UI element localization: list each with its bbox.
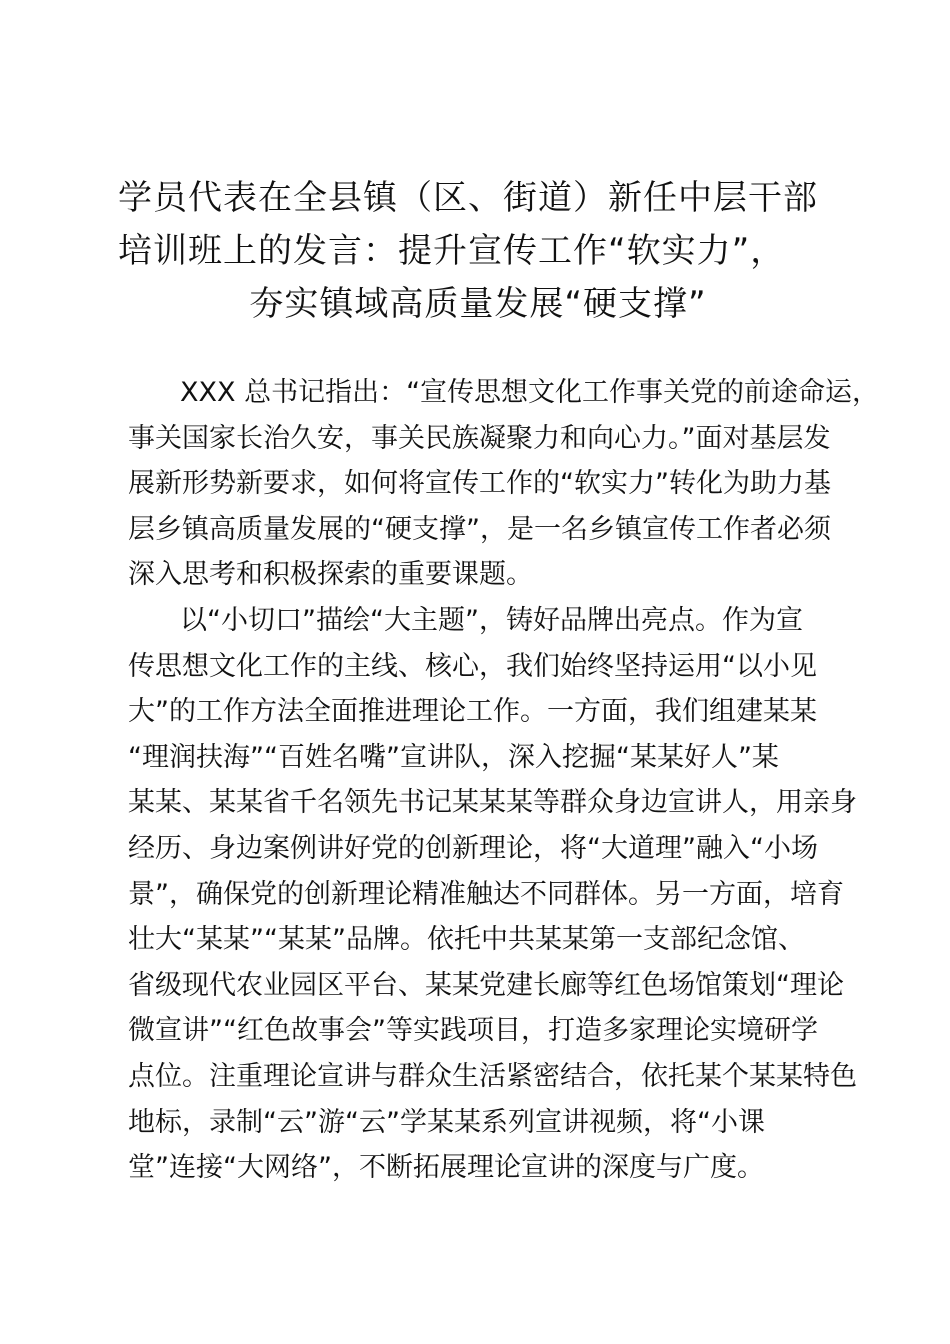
paragraph-line: 堂”连接“大网络”，不断拓展理论宣讲的深度与广度。 [128, 1152, 764, 1184]
paragraph-line: 事关国家长治久安，事关民族凝聚力和向心力。”面对基层发 [128, 422, 831, 454]
paragraph-line: 某某、某某省千名领先书记某某某等群众身边宣讲人，用亲身 [128, 787, 857, 819]
paragraph-line: 展新形势新要求，如何将宣传工作的“软实力”转化为助力基 [128, 468, 831, 500]
paragraph-line: 省级现代农业园区平台、某某党建长廊等红色场馆策划“理论 [128, 969, 844, 1001]
document-body [128, 370, 880, 1191]
title-line: 培训班上的发言：提升宣传工作“软实力”， [118, 231, 786, 271]
paragraph-line: 以“小切口”描绘“大主题”，铸好品牌出亮点。作为宣 [180, 604, 803, 636]
paragraph-line: “理润扶海”“百姓名嘴”宣讲队，深入挖掘“某某好人”某 [128, 741, 779, 773]
paragraph-line: 传思想文化工作的主线、核心，我们始终坚持运用“以小见 [128, 650, 817, 682]
paragraph-2 [128, 598, 857, 1191]
document-title [118, 172, 838, 331]
title-line: 学员代表在全县镇（区、街道）新任中层干部 [118, 178, 818, 218]
paragraph-line: 点位。注重理论宣讲与群众生活紧密结合，依托某个某某特色 [128, 1060, 857, 1092]
paragraph-line: 地标，录制“云”游“云”学某某系列宣讲视频，将“小课 [128, 1106, 765, 1138]
paragraph-line: 壮大“某某”“某某”品牌。依托中共某某第一支部纪念馆、 [128, 924, 805, 956]
paragraph-line: 层乡镇高质量发展的“硬支撑”，是一名乡镇宣传工作者必须 [128, 513, 831, 545]
paragraph-line: 经历、身边案例讲好党的创新理论，将“大道理”融入“小场 [128, 832, 818, 864]
paragraph-line: 深入思考和积极探索的重要课题。 [128, 559, 533, 591]
paragraph-line: 大”的工作方法全面推进理论工作。一方面，我们组建某某 [128, 696, 817, 728]
paragraph-line: 微宣讲”“红色故事会”等实践项目，打造多家理论实境研学 [128, 1015, 818, 1047]
paragraph-line: 景”，确保党的创新理论精准触达不同群体。另一方面，培育 [128, 878, 844, 910]
title-line: 夯实镇域高质量发展“硬支撑” [249, 284, 707, 324]
paragraph-line: XXX 总书记指出：“宣传思想文化工作事关党的前途命运， [180, 377, 880, 408]
paragraph-1 [128, 370, 880, 598]
